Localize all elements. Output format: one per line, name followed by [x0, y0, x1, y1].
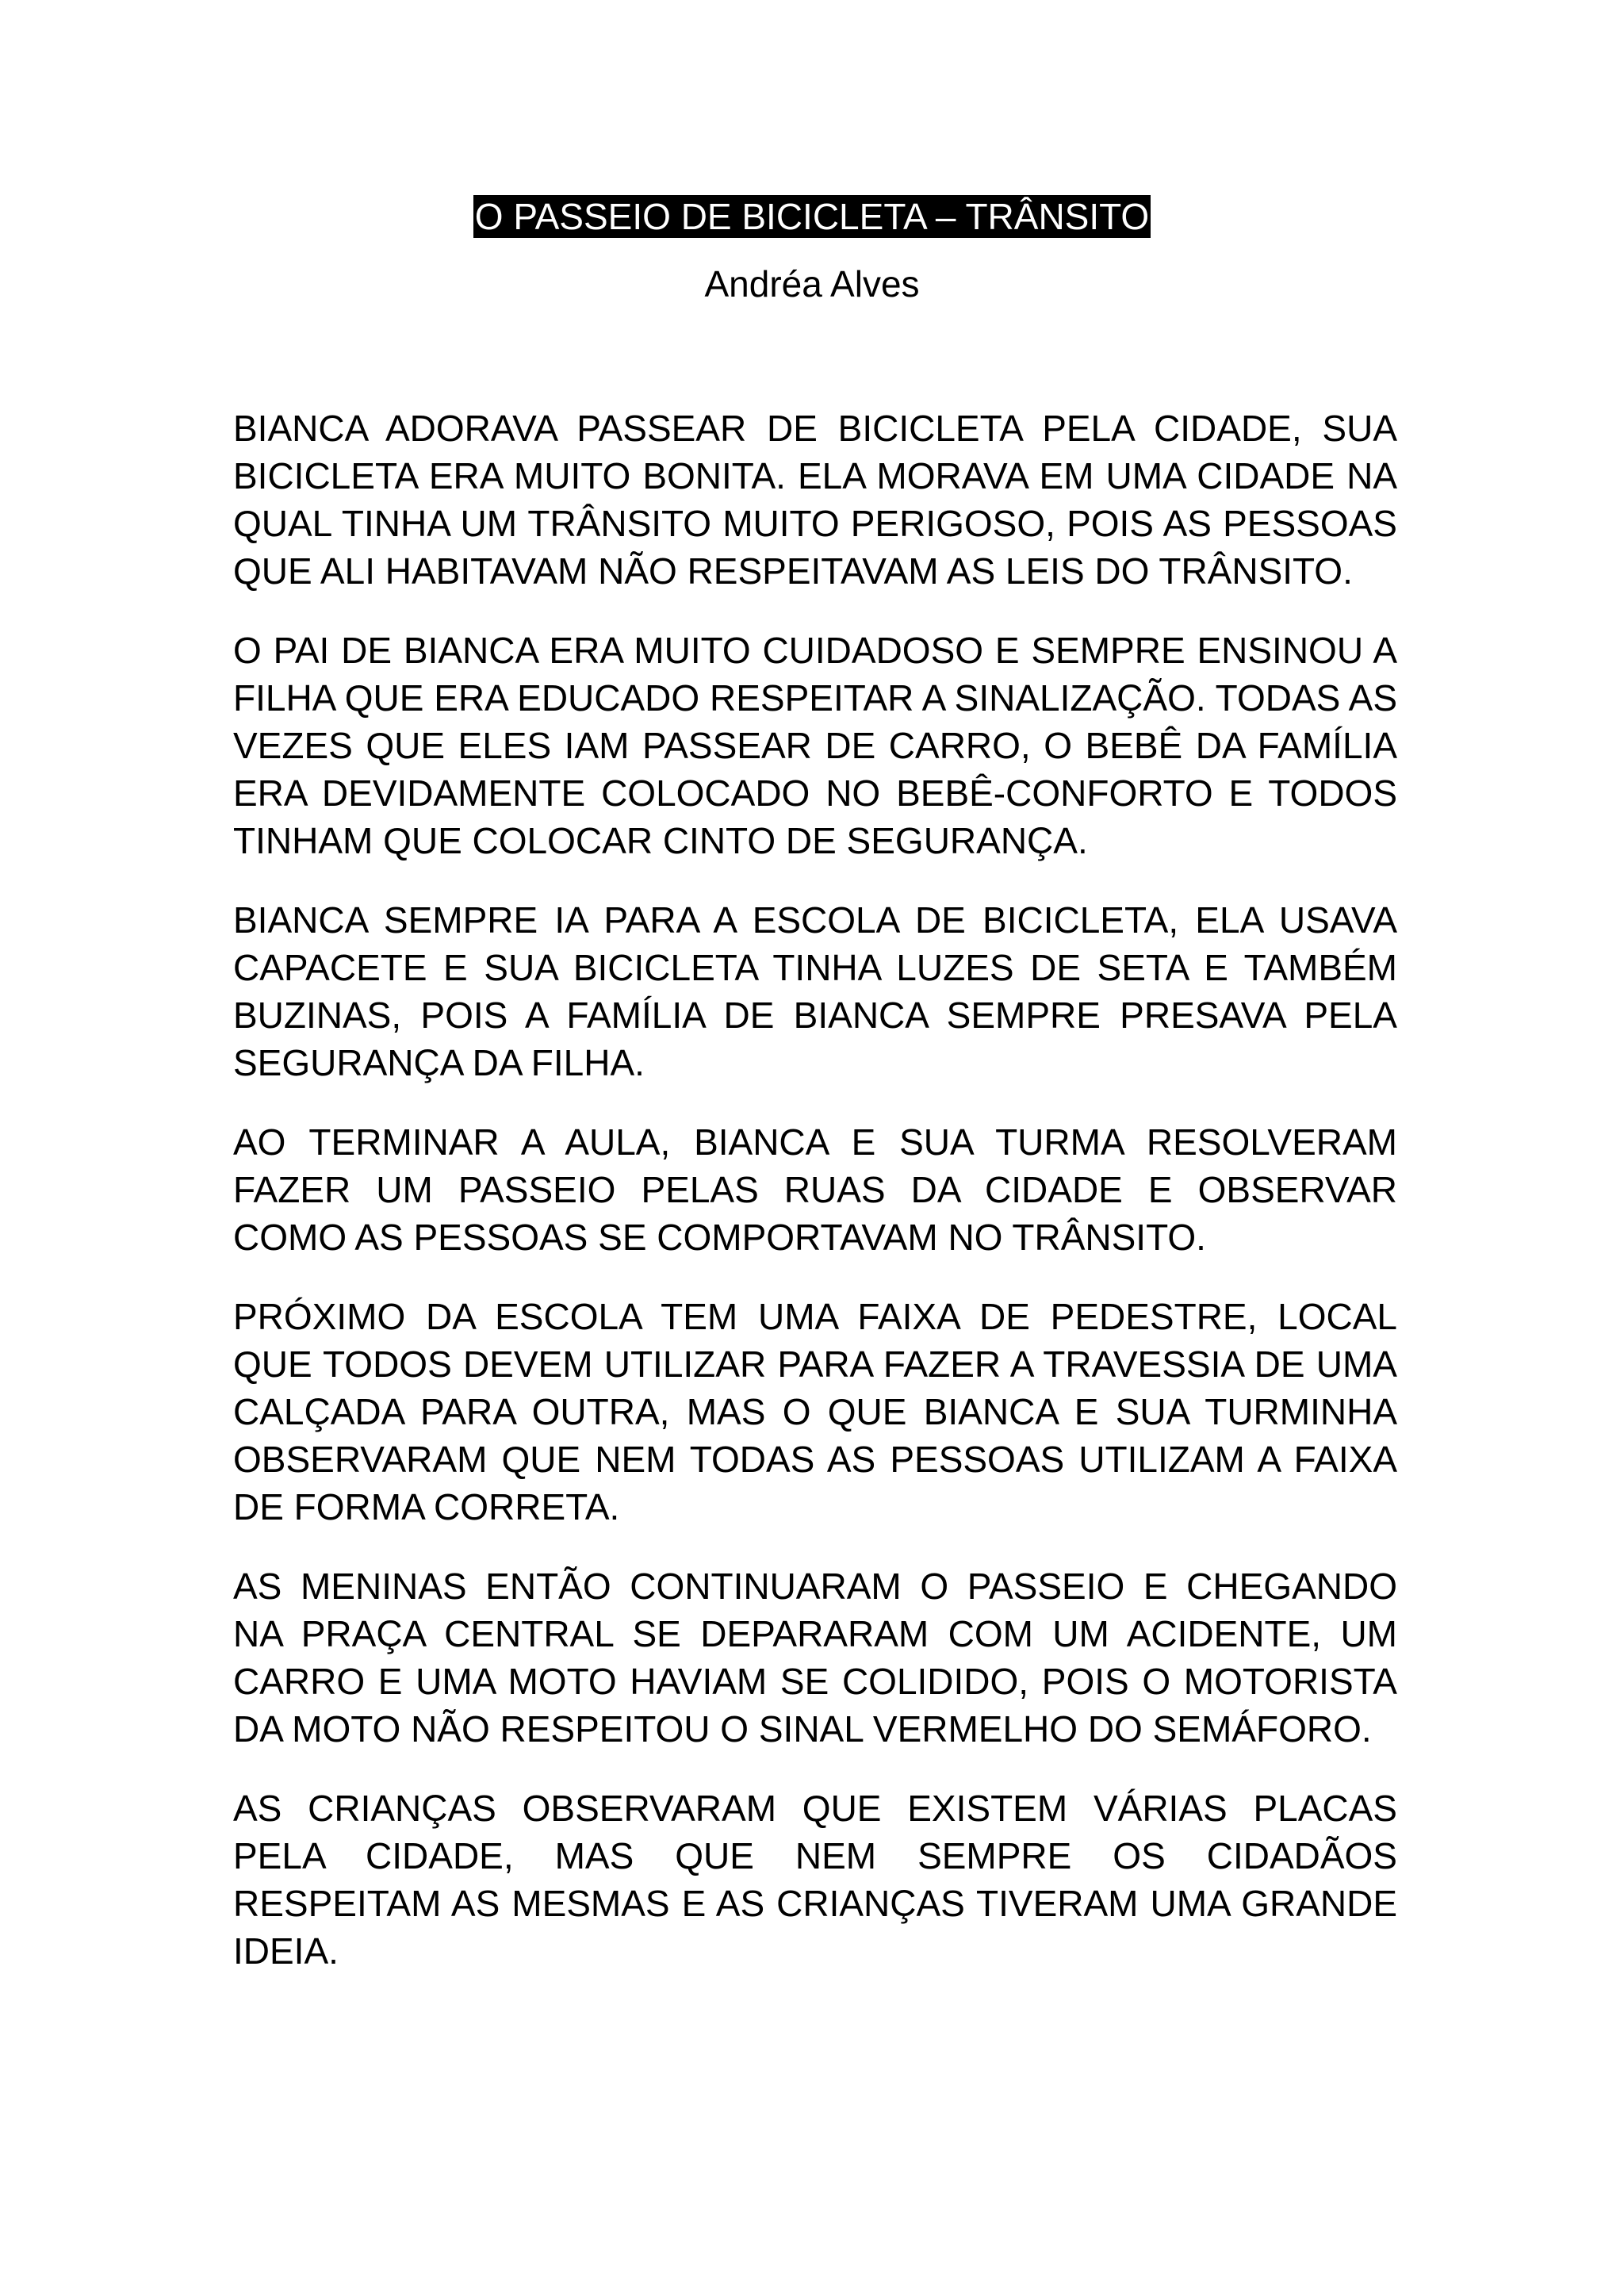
document-body — [233, 404, 1397, 2007]
paragraph-5: PRÓXIMO DA ESCOLA TEM UMA FAIXA DE PEDESTRE, LOCAL QUE TODOS DEVEM UTILIZAR PARA FAZER A TRAVESSIA DE UMA CALÇADA PARA OUTRA, MAS O QUE BIANCA E SUA TURMINHA OBSERVARAM QUE NEM TODAS AS PESSOAS UTILIZAM A FAIXA DE FORMA CORRETA. — [233, 1296, 1397, 1527]
paragraph-6: AS MENINAS ENTÃO CONTINUARAM O PASSEIO E CHEGANDO NA PRAÇA CENTRAL SE DEPARARAM COM UM ACIDENTE, UM CARRO E UMA MOTO HAVIAM SE COLIDIDO, POIS O MOTORISTA DA MOTO NÃO RESPEITOU O SINAL VERMELHO DO SEMÁFORO. — [233, 1566, 1397, 1750]
paragraph-1: BIANCA ADORAVA PASSEAR DE BICICLETA PELA CIDADE, SUA BICICLETA ERA MUITO BONITA. ELA MORAVA EM UMA CIDADE NA QUAL TINHA UM TRÂNSITO MUITO PERIGOSO, POIS AS PESSOAS QUE ALI HABITAVAM NÃO RESPEITAVAM AS LEIS DO TRÂNSITO. — [233, 408, 1397, 592]
paragraph-3: BIANCA SEMPRE IA PARA A ESCOLA DE BICICLETA, ELA USAVA CAPACETE E SUA BICICLETA TINHA LUZES DE SETA E TAMBÉM BUZINAS, POIS A FAMÍLIA DE BIANCA SEMPRE PRESAVA PELA SEGURANÇA DA FILHA. — [233, 899, 1397, 1083]
paragraph-2: O PAI DE BIANCA ERA MUITO CUIDADOSO E SEMPRE ENSINOU A FILHA QUE ERA EDUCADO RESPEITAR A SINALIZAÇÃO. TODAS AS VEZES QUE ELES IAM PASSEAR DE CARRO, O BEBÊ DA FAMÍLIA ERA DEVIDAMENTE COLOCADO NO BEBÊ-CONFORTO E TODOS TINHAM QUE COLOCAR CINTO DE SEGURANÇA. — [233, 630, 1397, 861]
paragraph-7: AS CRIANÇAS OBSERVARAM QUE EXISTEM VÁRIAS PLACAS PELA CIDADE, MAS QUE NEM SEMPRE OS CIDADÃOS RESPEITAM AS MESMAS E AS CRIANÇAS TIVERAM UMA GRANDE IDEIA. — [233, 1788, 1397, 1972]
document-title: O PASSEIO DE BICICLETA – TRÂNSITO — [474, 196, 1150, 237]
paragraph-4: AO TERMINAR A AULA, BIANCA E SUA TURMA RESOLVERAM FAZER UM PASSEIO PELAS RUAS DA CIDADE E OBSERVAR COMO AS PESSOAS SE COMPORTAVAM NO TRÂNSITO. — [233, 1121, 1397, 1258]
document-author: Andréa Alves — [704, 263, 920, 305]
title-container — [0, 195, 1624, 238]
